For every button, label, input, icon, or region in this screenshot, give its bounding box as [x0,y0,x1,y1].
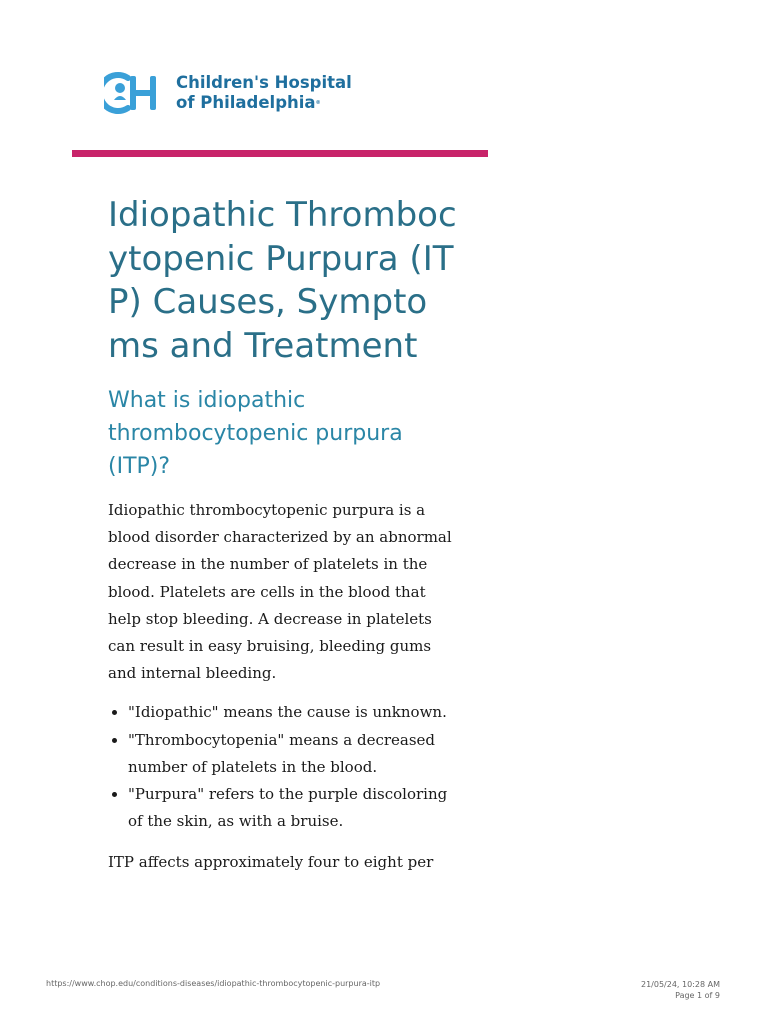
article-body [108,194,458,877]
logo-line-2: of Philadelphia [176,93,316,112]
chop-logo[interactable] [104,70,352,116]
page-number: Page 1 of 9 [675,991,720,1000]
print-timestamp: 21/05/24, 10:28 AM [641,980,720,989]
list-item: • "Purpura" refers to the purple discoloring of the skin, as with a bruise. [128,781,458,835]
definition-list [108,699,458,835]
header-divider [72,150,488,157]
section-heading: What is idiopathic thrombocytopenic purpura (ITP)? [108,388,403,479]
registered-mark-icon: ® [315,100,321,106]
list-item: • "Idiopathic" means the cause is unknown. [128,699,458,726]
logo-line-1: Children's Hospital [176,73,352,92]
print-footer-meta [641,979,720,1001]
list-item: • "Thrombocytopenia" means a decreased number of platelets in the blood. [128,727,458,781]
print-footer-url: https://www.chop.edu/conditions-diseases/idiopathic-thrombocytopenic-purpura-itp [46,979,381,988]
chop-logo-mark-icon [104,70,166,116]
continued-paragraph: ITP affects approximately four to eight per [108,853,434,872]
logo-wordmark [176,73,352,113]
page-title: Idiopathic Thrombocytopenic Purpura (ITP) Causes, Symptoms and Treatment [108,195,457,366]
intro-paragraph: Idiopathic thrombocytopenic purpura is a blood disorder characterized by an abnormal decrease in the number of platelets in the blood. Platelets are cells in the blood that help stop bleeding. A decrease in platelets can result in easy bruising, bleeding gums and internal bleeding. [108,501,452,683]
